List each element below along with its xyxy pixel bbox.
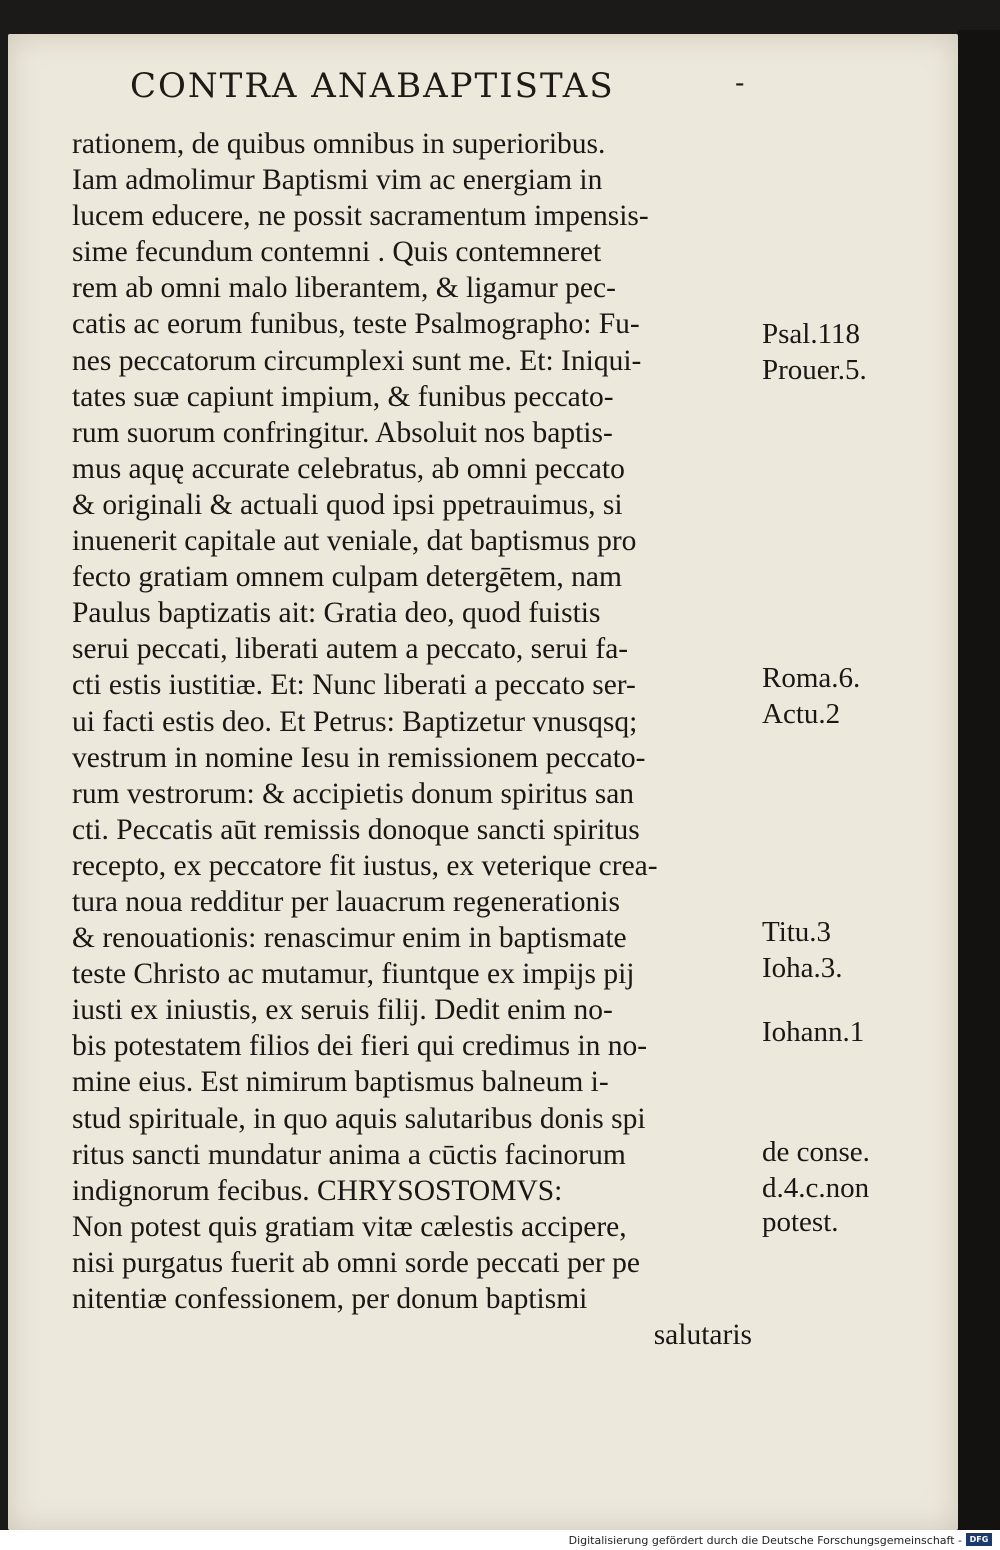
margin-note: potest.	[762, 1206, 839, 1238]
margin-note: Actu.2	[762, 698, 841, 730]
running-header-title: CONTRA ANABAPTISTAS	[130, 66, 615, 106]
margin-note: Roma.6.	[762, 662, 861, 694]
text-line: nes peccatorum circumplexi sunt me. Et: Iniqui-	[72, 344, 642, 377]
text-line: Paulus baptizatis ait: Gratia deo, quod fuistis	[72, 597, 601, 630]
margin-note: Ioha.3.	[762, 952, 843, 984]
header-mark: -	[735, 66, 747, 99]
margin-note: Iohann.1	[762, 1016, 865, 1048]
text-line: mus aquę accurate celebratus, ab omni peccato	[72, 452, 625, 485]
dfg-logo: DFG	[966, 1533, 992, 1546]
text-line: fecto gratiam omnem culpam detergētem, nam	[72, 561, 622, 594]
text-line: nitentiæ confessionem, per donum baptismi	[72, 1283, 588, 1315]
text-line: sime fecundum contemni . Quis contemneret	[72, 236, 602, 269]
footer-bar	[0, 1530, 1000, 1550]
text-line: rationem, de quibus omnibus in superioribus.	[72, 128, 606, 160]
text-line: ritus sancti mundatur anima a cūctis facinorum	[72, 1138, 626, 1171]
text-line: bis potestatem filios dei fieri qui credimus in no-	[72, 1030, 648, 1063]
text-line: stud spirituale, in quo aquis salutaribus donis spi	[72, 1102, 646, 1135]
text-line: rum vestrorum: & accipietis donum spiritus san	[72, 777, 635, 810]
text-line: iusti ex iniustis, ex seruis filij. Dedit enim no-	[72, 994, 613, 1027]
text-line: tura noua redditur per lauacrum regenerationis	[72, 885, 620, 918]
text-line: vestrum in nomine Iesu in remissionem peccato-	[72, 741, 646, 774]
text-line: cti estis iustitiæ. Et: Nunc liberati a peccato ser-	[72, 669, 636, 702]
margin-note: Psal.118	[762, 318, 861, 350]
margin-note: de conse.	[762, 1136, 870, 1168]
text-line: catis ac eorum funibus, teste Psalmographo: Fu-	[72, 308, 640, 341]
margin-note: Prouer.5.	[762, 354, 867, 386]
catchword: salutaris	[653, 1319, 752, 1352]
text-line: & originali & actuali quod ipsi ppetrauimus, si	[72, 488, 623, 521]
text-line: & renouationis: renascimur enim in baptismate	[72, 922, 627, 955]
text-line: recepto, ex peccatore fit iustus, ex veterique crea-	[72, 849, 658, 882]
margin-note: d.4.c.non	[762, 1172, 870, 1204]
text-line: cti. Peccatis aūt remissis donoque sancti spiritus	[72, 813, 640, 846]
text-line: teste Christo ac mutamur, fiuntque ex impijs pij	[72, 958, 635, 991]
text-line: indignorum fecibus. CHRYSOSTOMVS:	[72, 1174, 563, 1207]
text-line: tates suæ capiunt impium, & funibus peccato-	[72, 380, 614, 413]
text-line: serui peccati, liberati autem a peccato, serui fa-	[72, 633, 629, 666]
text-line: Non potest quis gratiam vitæ cælestis accipere,	[72, 1210, 627, 1243]
margin-note: Titu.3	[762, 916, 832, 948]
text-line: ui facti estis deo. Et Petrus: Baptizetur vnusqsq;	[72, 705, 638, 738]
text-line: nisi purgatus fuerit ab omni sorde peccati per pe	[72, 1246, 640, 1279]
funding-credit: Digitalisierung gefördert durch die Deutsche Forschungsgemeinschaft -	[568, 1534, 962, 1547]
text-line: lucem educere, ne possit sacramentum impensis-	[72, 200, 649, 233]
text-line: inuenerit capitale aut veniale, dat baptismus pro	[72, 525, 637, 558]
text-line: mine eius. Est nimirum baptismus balneum i-	[72, 1066, 609, 1099]
book-edge	[958, 30, 1000, 1530]
running-header	[130, 66, 747, 106]
body-text	[72, 126, 752, 1353]
text-line: Iam admolimur Baptismi vim ac energiam in	[72, 164, 603, 197]
text-line: rum suorum confringitur. Absoluit nos baptis-	[72, 416, 613, 449]
text-line: rem ab omni malo liberantem, & ligamur pec-	[72, 272, 616, 305]
